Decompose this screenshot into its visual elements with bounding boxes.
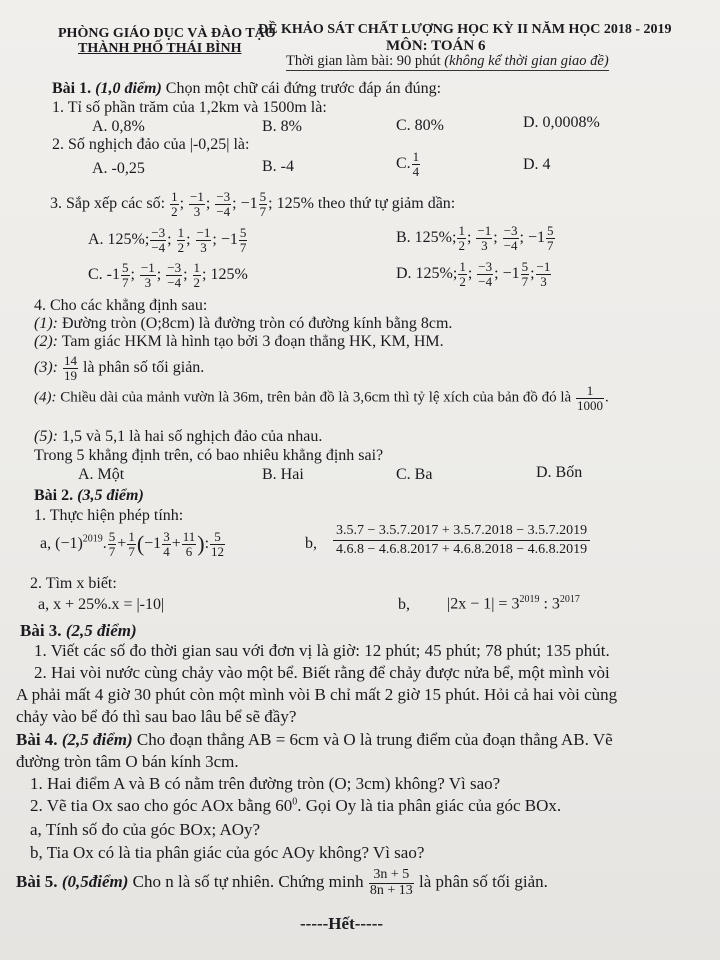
city-name: THÀNH PHỐ THÁI BÌNH bbox=[78, 41, 242, 56]
bai4-label: Bài 4. bbox=[16, 730, 58, 749]
q3-c-end: ; 125% bbox=[202, 265, 248, 283]
q3-c-label: C. -1 bbox=[88, 265, 120, 283]
q4-option-d: D. Bốn bbox=[536, 464, 583, 481]
q4-option-a: A. Một bbox=[78, 466, 125, 483]
bai2-expr-b bbox=[333, 522, 590, 559]
q4-question: Trong 5 khẳng định trên, có bao nhiêu khẳng định sai? bbox=[34, 447, 384, 464]
find-x-b-exp2: 2017 bbox=[559, 594, 580, 605]
statement-4-denominator: 1000 bbox=[576, 397, 603, 413]
q2-c-numerator: 1 bbox=[412, 149, 420, 164]
statement-3-denominator: 19 bbox=[63, 367, 77, 383]
q2-option-a: A. -0,25 bbox=[92, 160, 145, 177]
q2-c-denominator: 4 bbox=[412, 163, 420, 179]
q3-option-c: C. -1 $\frac{5}{7}$ ; $\frac{-1}{3}$ ; $\frac{-3}{-4}$ ; $\frac{1}{2}$ ; 125% bbox=[88, 260, 248, 290]
q4-option-c: C. Ba bbox=[396, 466, 433, 483]
bai4-q2-rest: . Gọi Oy là tia phân giác của góc BOx. bbox=[297, 796, 562, 815]
bai4-line2: đường tròn tâm O bán kính 3cm. bbox=[16, 752, 239, 771]
bai1-points: (1,0 điểm) bbox=[95, 80, 162, 97]
bai2-q1: 1. Thực hiện phép tính: bbox=[34, 507, 184, 524]
bai3-q2-line3: chảy vào bể đó thì sau bao lâu bể sẽ đầy? bbox=[16, 707, 297, 726]
bai4-line1: Cho đoạn thẳng AB = 6cm và O là trung điểm của đoạn thẳng AB. Vẽ bbox=[136, 730, 613, 749]
q1-option-b: B. 8% bbox=[262, 118, 302, 135]
find-x-b bbox=[447, 594, 580, 613]
department-name: PHÒNG GIÁO DỤC VÀ ĐÀO TẠO bbox=[58, 26, 276, 41]
statement-1 bbox=[34, 315, 452, 333]
time-note: (không kể thời gian giao đề) bbox=[444, 53, 609, 69]
q1-option-c: C. 80% bbox=[396, 117, 444, 134]
bai5-text: Cho n là số tự nhiên. Chứng minh bbox=[132, 872, 364, 892]
bai5-points: (0,5điểm) bbox=[61, 872, 129, 892]
bai5-end: là phân số tối giản. bbox=[418, 872, 548, 892]
degree-mark: 0 bbox=[292, 796, 298, 808]
statement-5-text: 1,5 và 5,1 là hai số nghịch đảo của nhau. bbox=[61, 428, 323, 445]
q3-b-label: B. 125%; bbox=[396, 228, 457, 246]
bai5-label: Bài 5. bbox=[16, 872, 58, 892]
bai2-expr-a: a, $(-1)^{2019}$. $\frac{5}{7}$ + $\frac{1}{7}$ (−1 $\frac{3}{4}$ + $\frac{11}{6}$ ): $\frac{5}{12}$ bbox=[40, 529, 225, 559]
bai4-q2-text: 2. Vẽ tia Ox sao cho góc AOx bằng 60 bbox=[30, 796, 293, 815]
subject-line: MÔN: TOÁN 6 bbox=[386, 38, 486, 54]
bai3-heading bbox=[20, 621, 137, 641]
bai5-numerator: 3n + 5 bbox=[369, 868, 414, 884]
time-text: Thời gian làm bài: 90 phút bbox=[286, 53, 445, 69]
bai3-q1: 1. Viết các số đo thời gian sau với đơn vị là giờ: 12 phút; 45 phút; 78 phút; 135 phút. bbox=[34, 641, 610, 660]
find-x-b-mid: : 3 bbox=[539, 595, 560, 613]
bai3-q2-line1: 2. Hai vòi nước cùng chảy vào một bể. Biết rằng để chảy được nửa bể, một mình vòi bbox=[34, 663, 610, 682]
expr-a-label: a, bbox=[40, 534, 52, 552]
bai4-qa: a, Tính số đo của góc BOx; AOy? bbox=[30, 820, 261, 839]
q3-option-a: A. 125%; $\frac{-3}{-4}$ ; $\frac{1}{2}$ ; $\frac{-1}{3}$ ; −1 $\frac{5}{7}$ bbox=[88, 225, 247, 255]
bai2-points: (3,5 điểm) bbox=[77, 487, 144, 504]
bai4-heading bbox=[16, 730, 613, 750]
statement-4-numerator: 1 bbox=[576, 384, 604, 399]
statement-2 bbox=[34, 333, 444, 351]
statement-3-text: là phân số tối giản. bbox=[82, 358, 205, 376]
bai4-q1: 1. Hai điểm A và B có nằm trên đường tròn (O; 3cm) không? Vì sao? bbox=[30, 774, 501, 793]
statement-1-text: Đường tròn (O;8cm) là đường tròn có đường kính bằng 8cm. bbox=[61, 315, 453, 332]
bai1-q4: 4. Cho các khẳng định sau: bbox=[34, 297, 208, 314]
statement-2-text: Tam giác HKM là hình tạo bởi 3 đoạn thẳng HK, KM, HM. bbox=[61, 333, 444, 350]
statement-4: (4): Chiều dài của mảnh vườn là 36m, trên bản đồ là 3,6cm thì tỷ lệ xích của bản đồ đó là $\frac{1}{1000}$ . bbox=[34, 383, 609, 413]
statement-3-numerator: 14 bbox=[63, 353, 77, 368]
find-x-b-exp1: 2019 bbox=[519, 594, 540, 605]
bai5 bbox=[16, 868, 548, 898]
end-marker: -----Hết----- bbox=[300, 914, 384, 933]
q2-option-c bbox=[396, 150, 421, 178]
bai2-label: Bài 2. bbox=[34, 487, 74, 504]
bai1-q2: 2. Số nghịch đảo của |-0,25| là: bbox=[52, 136, 250, 153]
bai1-q1: 1. Tỉ số phần trăm của 1,2km và 1500m là: bbox=[52, 99, 327, 116]
statement-1-label: (1): bbox=[34, 315, 58, 332]
q1-option-a: A. 0,8% bbox=[92, 118, 145, 135]
statement-4-text: Chiều dài của mảnh vườn là 36m, trên bản đồ là 3,6cm thì tỷ lệ xích của bản đồ đó là bbox=[60, 389, 572, 406]
statement-5-label: (5): bbox=[34, 428, 58, 445]
bai4-q2 bbox=[30, 796, 561, 816]
q3-suffix: ; 125% theo thứ tự giảm dần: bbox=[268, 194, 456, 212]
bai3-points: (2,5 điểm) bbox=[65, 621, 137, 640]
expr-b-label: b, bbox=[305, 535, 317, 552]
exam-title: ĐỀ KHẢO SÁT CHẤT LƯỢNG HỌC KỲ II NĂM HỌC 2018 - 2019 bbox=[258, 22, 672, 37]
q2-c-letter: C. bbox=[396, 154, 411, 172]
statement-3-label: (3): bbox=[34, 358, 58, 376]
bai1-q3: 3. Sắp xếp các số: $\frac{1}{2}$ ; $\frac{-1}{3}$ ; $\frac{-3}{-4}$ ; −1 $\frac{5}{7}$ ; 125% theo thứ tự giảm dần: bbox=[50, 189, 456, 219]
expr-b-denominator: 4.6.8 − 4.6.8.2017 + 4.6.8.2018 − 4.6.8.2019 bbox=[336, 542, 588, 558]
q3-option-b: B. 125%; $\frac{1}{2}$ ; $\frac{-1}{3}$ ; $\frac{-3}{-4}$ ; −1 $\frac{5}{7}$ bbox=[396, 223, 554, 253]
q3-d-label: D. 125%; bbox=[396, 264, 458, 282]
q3-prefix: 3. Sắp xếp các số: bbox=[50, 194, 166, 212]
bai4-qb: b, Tia Ox có là tia phân giác của góc AOy không? Vì sao? bbox=[30, 843, 425, 862]
statement-2-label: (2): bbox=[34, 333, 58, 350]
q3-a-label: A. 125%; bbox=[88, 230, 150, 248]
bai4-points: (2,5 điểm) bbox=[61, 730, 133, 749]
bai1-heading bbox=[52, 80, 441, 98]
statement-4-label: (4): bbox=[34, 389, 57, 406]
find-x-b-label: b, bbox=[398, 596, 410, 613]
bai1-intro: Chọn một chữ cái đứng trước đáp án đúng: bbox=[165, 80, 442, 97]
statement-5 bbox=[34, 428, 322, 446]
expr-b-numerator: 3.5.7 − 3.5.7.2017 + 3.5.7.2018 − 3.5.7.2019 bbox=[333, 522, 590, 541]
bai3-label: Bài 3. bbox=[20, 621, 62, 640]
q4-option-b: B. Hai bbox=[262, 466, 304, 483]
find-x-a: a, x + 25%.x = |-10| bbox=[38, 596, 165, 613]
q3-option-d: D. 125%; $\frac{1}{2}$ ; $\frac{-3}{-4}$ ; −1 $\frac{5}{7}$ ; $\frac{-1}{3}$ bbox=[396, 259, 551, 289]
q1-option-d: D. 0,0008% bbox=[523, 114, 600, 131]
bai5-denominator: 8n + 13 bbox=[369, 882, 413, 898]
bai2-q2: 2. Tìm x biết: bbox=[30, 575, 117, 592]
find-x-b-lhs: |2x − 1| = 3 bbox=[447, 595, 520, 613]
bai2-heading bbox=[34, 487, 144, 505]
time-line bbox=[286, 53, 609, 71]
bai1-label: Bài 1. bbox=[52, 80, 92, 97]
q2-option-b: B. -4 bbox=[262, 158, 294, 175]
statement-3 bbox=[34, 354, 204, 382]
q2-option-d: D. 4 bbox=[523, 156, 551, 173]
bai3-q2-line2: A phải mất 4 giờ 30 phút còn một mình vòi B chỉ mất 2 giờ 15 phút. Hỏi cả hai vòi cùng bbox=[16, 685, 618, 704]
